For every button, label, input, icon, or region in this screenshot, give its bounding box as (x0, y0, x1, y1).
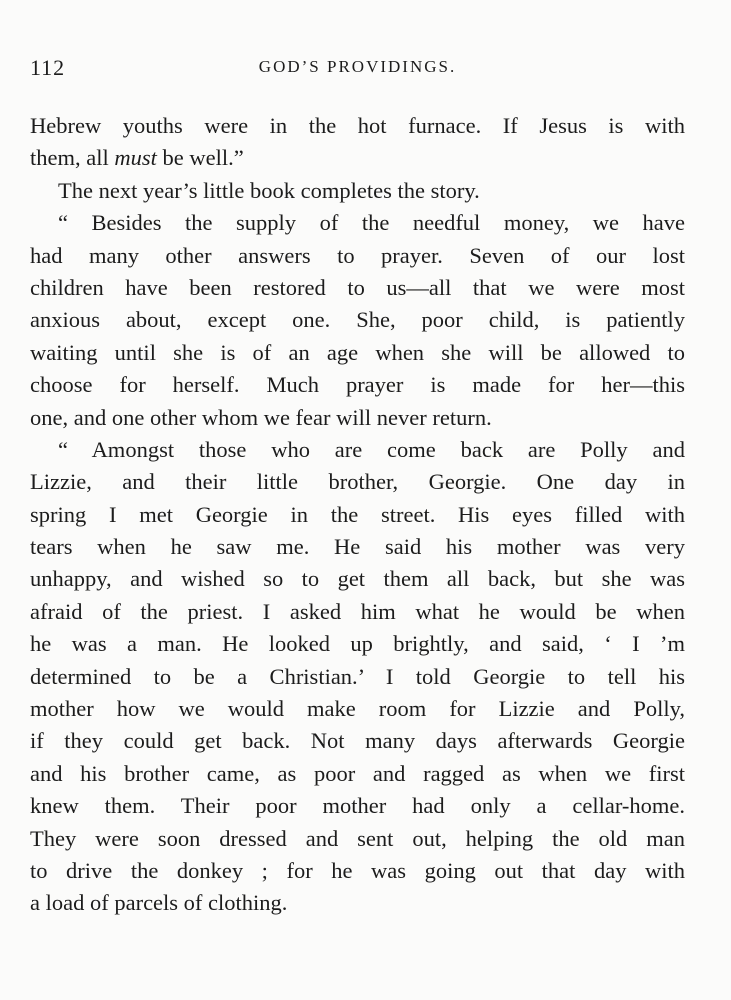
text-line: choose for herself. Much prayer is made for her—this (30, 372, 685, 398)
text-line: determined to be a Christian.’ I told Georgie to tell his (30, 663, 685, 689)
text-line: waiting until she is of an age when she will be allowed to (30, 339, 685, 365)
text-line: “ Amongst those who are come back are Polly and (58, 436, 685, 462)
text-line: anxious about, except one. She, poor child, is patiently (30, 307, 685, 333)
text-line: Lizzie, and their little brother, Georgie. One day in (30, 469, 685, 495)
text-line: one, and one other whom we fear will never return. (30, 404, 492, 430)
text-line: spring I met Georgie in the street. His eyes filled with (30, 501, 685, 527)
text-line: to drive the donkey ; for he was going out that day with (30, 857, 685, 883)
emphasis-word: must (114, 145, 157, 171)
text-line: unhappy, and wished so to get them all back, but she was (30, 566, 685, 592)
text-line: mother how we would make room for Lizzie and Polly, (30, 696, 685, 722)
text-line: “ Besides the supply of the needful money, we have (58, 210, 685, 236)
text-line-part: them, all (30, 145, 115, 171)
running-head (30, 55, 685, 85)
text-line: They were soon dressed and sent out, helping the old man (30, 825, 685, 851)
text-line: The next year’s little book completes the story. (58, 177, 480, 203)
running-title: GOD’S PROVIDINGS. (258, 57, 457, 76)
text-line: tears when he saw me. He said his mother was very (30, 534, 685, 560)
page-number: 112 (30, 55, 66, 80)
text-line: and his brother came, as poor and ragged as when we first (30, 760, 685, 786)
text-line: children have been restored to us—all that we were most (30, 274, 685, 300)
text-line: had many other answers to prayer. Seven of our lost (30, 242, 685, 268)
text-line: afraid of the priest. I asked him what he would be when (30, 598, 685, 624)
text-line-part: be well.” (156, 145, 244, 171)
text-line: a load of parcels of clothing. (30, 890, 288, 916)
body-text (30, 110, 685, 920)
text-line: he was a man. He looked up brightly, and said, ‘ I ’m (30, 631, 685, 657)
text-line (30, 142, 685, 174)
text-line: if they could get back. Not many days afterwards Georgie (30, 728, 685, 754)
text-line: knew them. Their poor mother had only a cellar-home. (30, 793, 685, 819)
text-line: Hebrew youths were in the hot furnace. If Jesus is with (30, 113, 685, 138)
